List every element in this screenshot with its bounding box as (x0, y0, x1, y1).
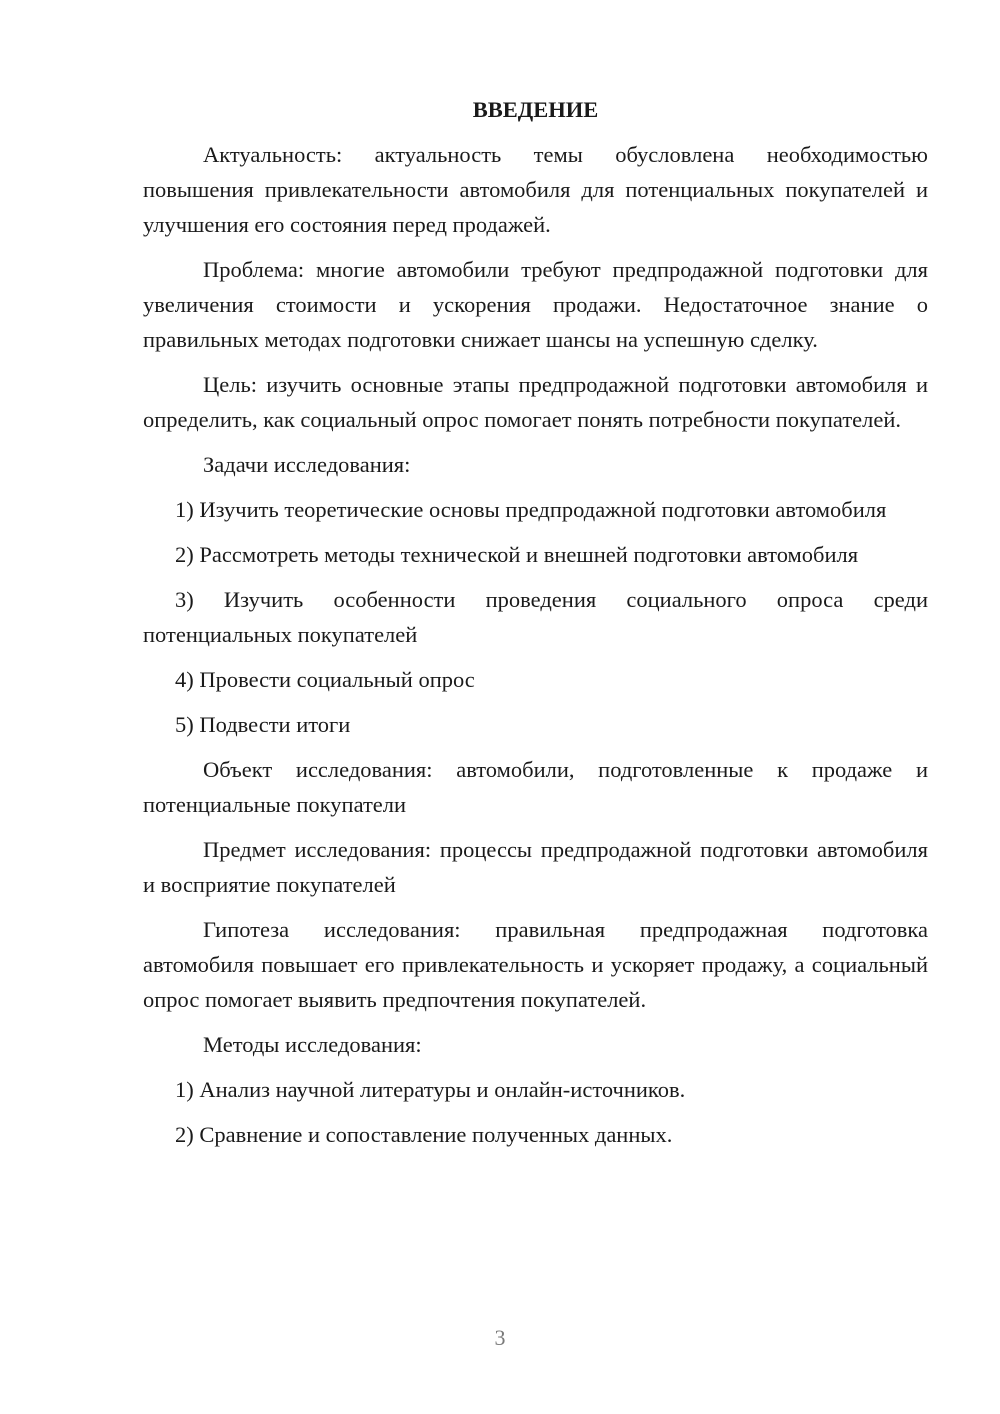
task-item-4: 4) Провести социальный опрос (175, 667, 475, 692)
method-item-1: 1) Анализ научной литературы и онлайн-источников. (175, 1077, 686, 1102)
paragraph-hypothesis: Гипотеза исследования: правильная предпродажная подготовка автомобиля повышает его привлекательность и ускоряет продажу, а социальный опрос помогает выявить предпочтения покупателей. (143, 917, 928, 1012)
task-item-3: 3) Изучить особенности проведения социального опроса среди потенциальных покупателей (143, 587, 928, 647)
paragraph-goal: Цель: изучить основные этапы предпродажной подготовки автомобиля и определить, как социальный опрос помогает понять потребности покупателей. (143, 372, 928, 432)
paragraph-subject: Предмет исследования: процессы предпродажной подготовки автомобиля и восприятие покупателей (143, 837, 928, 897)
methods-heading: Методы исследования: (203, 1032, 422, 1057)
paragraph-problem: Проблема: многие автомобили требуют предпродажной подготовки для увеличения стоимости и ускорения продажи. Недостаточное знание о правильных методах подготовки снижает шансы на успешную сделку. (143, 257, 928, 352)
paragraph-relevance: Актуальность: актуальность темы обусловлена необходимостью повышения привлекательности автомобиля для потенциальных покупателей и улучшения его состояния перед продажей. (143, 142, 928, 237)
document-page (143, 92, 928, 1162)
tasks-heading: Задачи исследования: (203, 452, 411, 477)
paragraph-object: Объект исследования: автомобили, подготовленные к продаже и потенциальные покупатели (143, 757, 928, 817)
section-title: ВВЕДЕНИЕ (472, 97, 599, 122)
method-item-2: 2) Сравнение и сопоставление полученных данных. (175, 1122, 673, 1147)
task-item-1: 1) Изучить теоретические основы предпродажной подготовки автомобиля (175, 497, 887, 522)
task-item-5: 5) Подвести итоги (175, 712, 351, 737)
task-item-2: 2) Рассмотреть методы технической и внешней подготовки автомобиля (175, 542, 859, 567)
page-number: 3 (494, 1325, 506, 1350)
